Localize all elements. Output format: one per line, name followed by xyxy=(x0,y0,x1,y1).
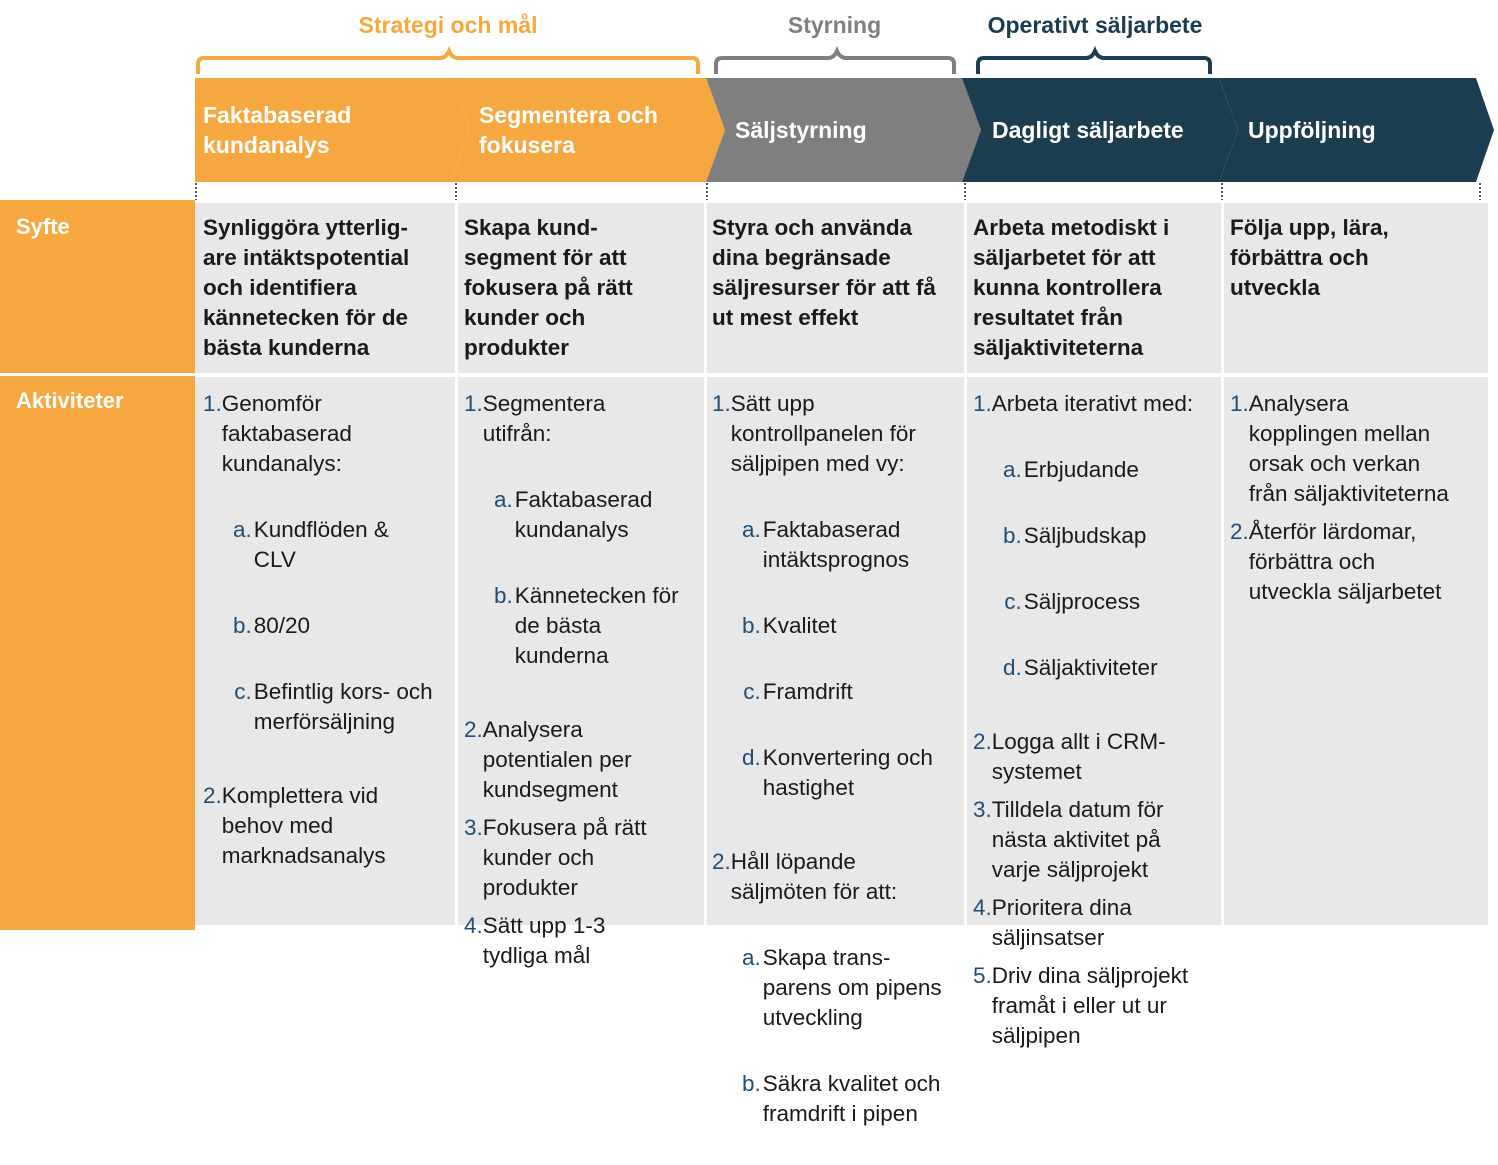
row-header-purpose: Syfte xyxy=(0,200,195,374)
activity-number: 2. xyxy=(464,717,483,742)
activity-item xyxy=(1230,389,1480,509)
purpose-cell-2: Skapa kund- segment för att fokusera på rätt kunder och produkter xyxy=(456,203,707,374)
activity-number: 4. xyxy=(464,913,483,938)
activity-text: Återför lärdomar, förbättra och utveckla säljarbetet xyxy=(1248,519,1442,604)
sub-activity-item xyxy=(731,943,958,1033)
sub-activity-item xyxy=(731,743,958,803)
step-label-sales-governance: Säljstyrning xyxy=(735,117,867,143)
row-header-activities: Aktiviteter xyxy=(0,374,195,930)
step-label-fact-based-analysis: Faktabaserad kundanalys xyxy=(203,102,352,158)
sub-activity-text: Konvertering och hastighet xyxy=(762,745,933,800)
activity-number: 2. xyxy=(973,729,992,754)
activity-item xyxy=(464,911,699,971)
step-label-segment: Segmentera och fokusera xyxy=(479,102,658,158)
activity-item xyxy=(973,893,1214,953)
sub-activity-text: Kundflöden & CLV xyxy=(253,517,389,572)
sub-activity-text: Kvalitet xyxy=(762,613,837,638)
purpose-cell-5: Följa upp, lära, förbättra och utveckla xyxy=(1222,203,1488,374)
activity-number: 4. xyxy=(973,895,992,920)
sub-activity-item xyxy=(483,485,699,545)
bracket-operative xyxy=(978,51,1210,74)
activity-text: Komplettera vid behov med marknadsanalys xyxy=(221,783,386,868)
bracket-strategy xyxy=(198,51,698,74)
activity-item xyxy=(464,813,699,903)
sub-activity-item xyxy=(731,1069,958,1129)
sub-activity-item xyxy=(222,677,449,737)
activity-item xyxy=(203,781,449,871)
activity-number: 2. xyxy=(1230,519,1249,544)
sub-activity-letter: c. xyxy=(234,679,252,704)
group-title-strategy: Strategi och mål xyxy=(358,12,538,38)
sub-activity-text: Säljprocess xyxy=(1023,589,1141,614)
activity-item xyxy=(973,389,1214,719)
sub-activity-letter: b. xyxy=(233,613,252,638)
column-separator xyxy=(455,200,458,930)
activity-text: Håll löpande säljmöten för att: xyxy=(730,849,898,904)
activity-number: 5. xyxy=(973,963,992,988)
sub-activity-text: Erbjudande xyxy=(1023,457,1139,482)
purpose-cell-1: Synliggöra ytterlig- are intäktspotential och identifiera kännetecken för de bästa kunderna xyxy=(195,203,457,374)
activities-cell-4 xyxy=(965,377,1222,1048)
sub-activity-letter: b. xyxy=(742,613,761,638)
sub-activity-letter: c. xyxy=(1004,589,1022,614)
group-title-governance: Styrning xyxy=(787,12,882,38)
sub-activity-letter: a. xyxy=(1003,457,1022,482)
purpose-cell-3: Styra och använda dina begränsade säljresurser för att få ut mest effekt xyxy=(704,203,966,374)
activity-text: Tilldela datum för nästa aktivitet på varje säljprojekt xyxy=(991,797,1164,882)
activity-text: Driv dina säljprojekt framåt i eller ut ur säljpipen xyxy=(991,963,1189,1048)
sub-activity-letter: b. xyxy=(742,1071,761,1096)
activity-item xyxy=(973,961,1214,1051)
activity-number: 3. xyxy=(973,797,992,822)
sub-activity-item xyxy=(731,611,958,641)
activity-item xyxy=(464,389,699,707)
activity-number: 2. xyxy=(203,783,222,808)
column-separator xyxy=(1221,200,1224,930)
sub-activity-item xyxy=(731,677,958,707)
activity-item xyxy=(712,847,958,1165)
activity-text: Logga allt i CRM- systemet xyxy=(991,729,1166,784)
activity-text: Fokusera på rätt kunder och produkter xyxy=(482,815,647,900)
activity-item xyxy=(712,389,958,839)
sub-activity-text: Faktabaserad intäktsprognos xyxy=(762,517,910,572)
sub-activity-item xyxy=(222,611,449,641)
step-label-follow-up: Uppföljning xyxy=(1248,117,1376,143)
purpose-cell-4: Arbeta metodiskt i säljarbetet för att kunna kontrollera resultatet från säljaktiviteterna xyxy=(965,203,1222,374)
activity-number: 2. xyxy=(712,849,731,874)
column-separator xyxy=(964,200,967,930)
activity-number: 1. xyxy=(464,391,483,416)
sub-activity-letter: c. xyxy=(743,679,761,704)
sub-activity-text: Säljbudskap xyxy=(1023,523,1147,548)
activity-text: Sätt upp kontrollpanelen för säljpipen med vy: xyxy=(730,391,916,476)
activities-cell-1 xyxy=(195,377,457,925)
activities-cell-3 xyxy=(704,377,966,1126)
activities-cell-2 xyxy=(456,377,707,968)
activity-number: 3. xyxy=(464,815,483,840)
sub-activity-letter: b. xyxy=(494,583,513,608)
row-separator xyxy=(0,373,1498,376)
activity-number: 1. xyxy=(203,391,222,416)
sub-activity-letter: b. xyxy=(1003,523,1022,548)
bracket-governance xyxy=(716,51,954,74)
sub-activity-text: Skapa trans- parens om pipens utveckling xyxy=(762,945,942,1030)
activity-text: Analysera kopplingen mellan orsak och verkan från säljaktiviteterna xyxy=(1248,391,1449,506)
sub-activity-text: Befintlig kors- och merförsäljning xyxy=(253,679,433,734)
sub-activity-item xyxy=(483,581,699,671)
activity-item xyxy=(1230,517,1480,607)
sub-activity-item xyxy=(992,587,1214,617)
activity-text: Prioritera dina säljinsatser xyxy=(991,895,1132,950)
activity-number: 1. xyxy=(712,391,731,416)
sub-activity-item xyxy=(992,521,1214,551)
sub-activity-letter: a. xyxy=(494,487,513,512)
activity-number: 1. xyxy=(973,391,992,416)
activity-item xyxy=(973,795,1214,885)
sub-activity-letter: d. xyxy=(1003,655,1022,680)
sub-activity-item xyxy=(992,653,1214,683)
activity-text: Genomför faktabaserad kundanalys: xyxy=(221,391,352,476)
sub-activity-text: Säljaktiviteter xyxy=(1023,655,1158,680)
activity-item xyxy=(203,389,449,773)
sub-activity-item xyxy=(222,515,449,575)
step-label-daily-sales: Dagligt säljarbete xyxy=(992,117,1184,143)
sub-activity-text: Kännetecken för de bästa kunderna xyxy=(514,583,679,668)
sub-activity-letter: a. xyxy=(742,517,761,542)
sub-activity-text: Faktabaserad kundanalys xyxy=(514,487,653,542)
sub-activity-text: Säkra kvalitet och framdrift i pipen xyxy=(762,1071,941,1126)
activity-item xyxy=(464,715,699,805)
activity-text: Arbeta iterativt med: xyxy=(991,391,1194,416)
sub-activity-item xyxy=(992,455,1214,485)
activity-number: 1. xyxy=(1230,391,1249,416)
sub-activity-letter: a. xyxy=(233,517,252,542)
activity-text: Segmentera utifrån: xyxy=(482,391,606,446)
sub-activity-letter: d. xyxy=(742,745,761,770)
activity-text: Sätt upp 1-3 tydliga mål xyxy=(482,913,606,968)
sub-activity-text: Framdrift xyxy=(762,679,853,704)
column-separator xyxy=(704,200,707,930)
activity-item xyxy=(973,727,1214,787)
sub-activity-item xyxy=(731,515,958,575)
group-title-operative: Operativt säljarbete xyxy=(987,12,1203,38)
sub-activity-text: 80/20 xyxy=(253,613,311,638)
activities-cell-5 xyxy=(1222,377,1488,925)
activity-text: Analysera potentialen per kundsegment xyxy=(482,717,632,802)
sub-activity-letter: a. xyxy=(742,945,761,970)
